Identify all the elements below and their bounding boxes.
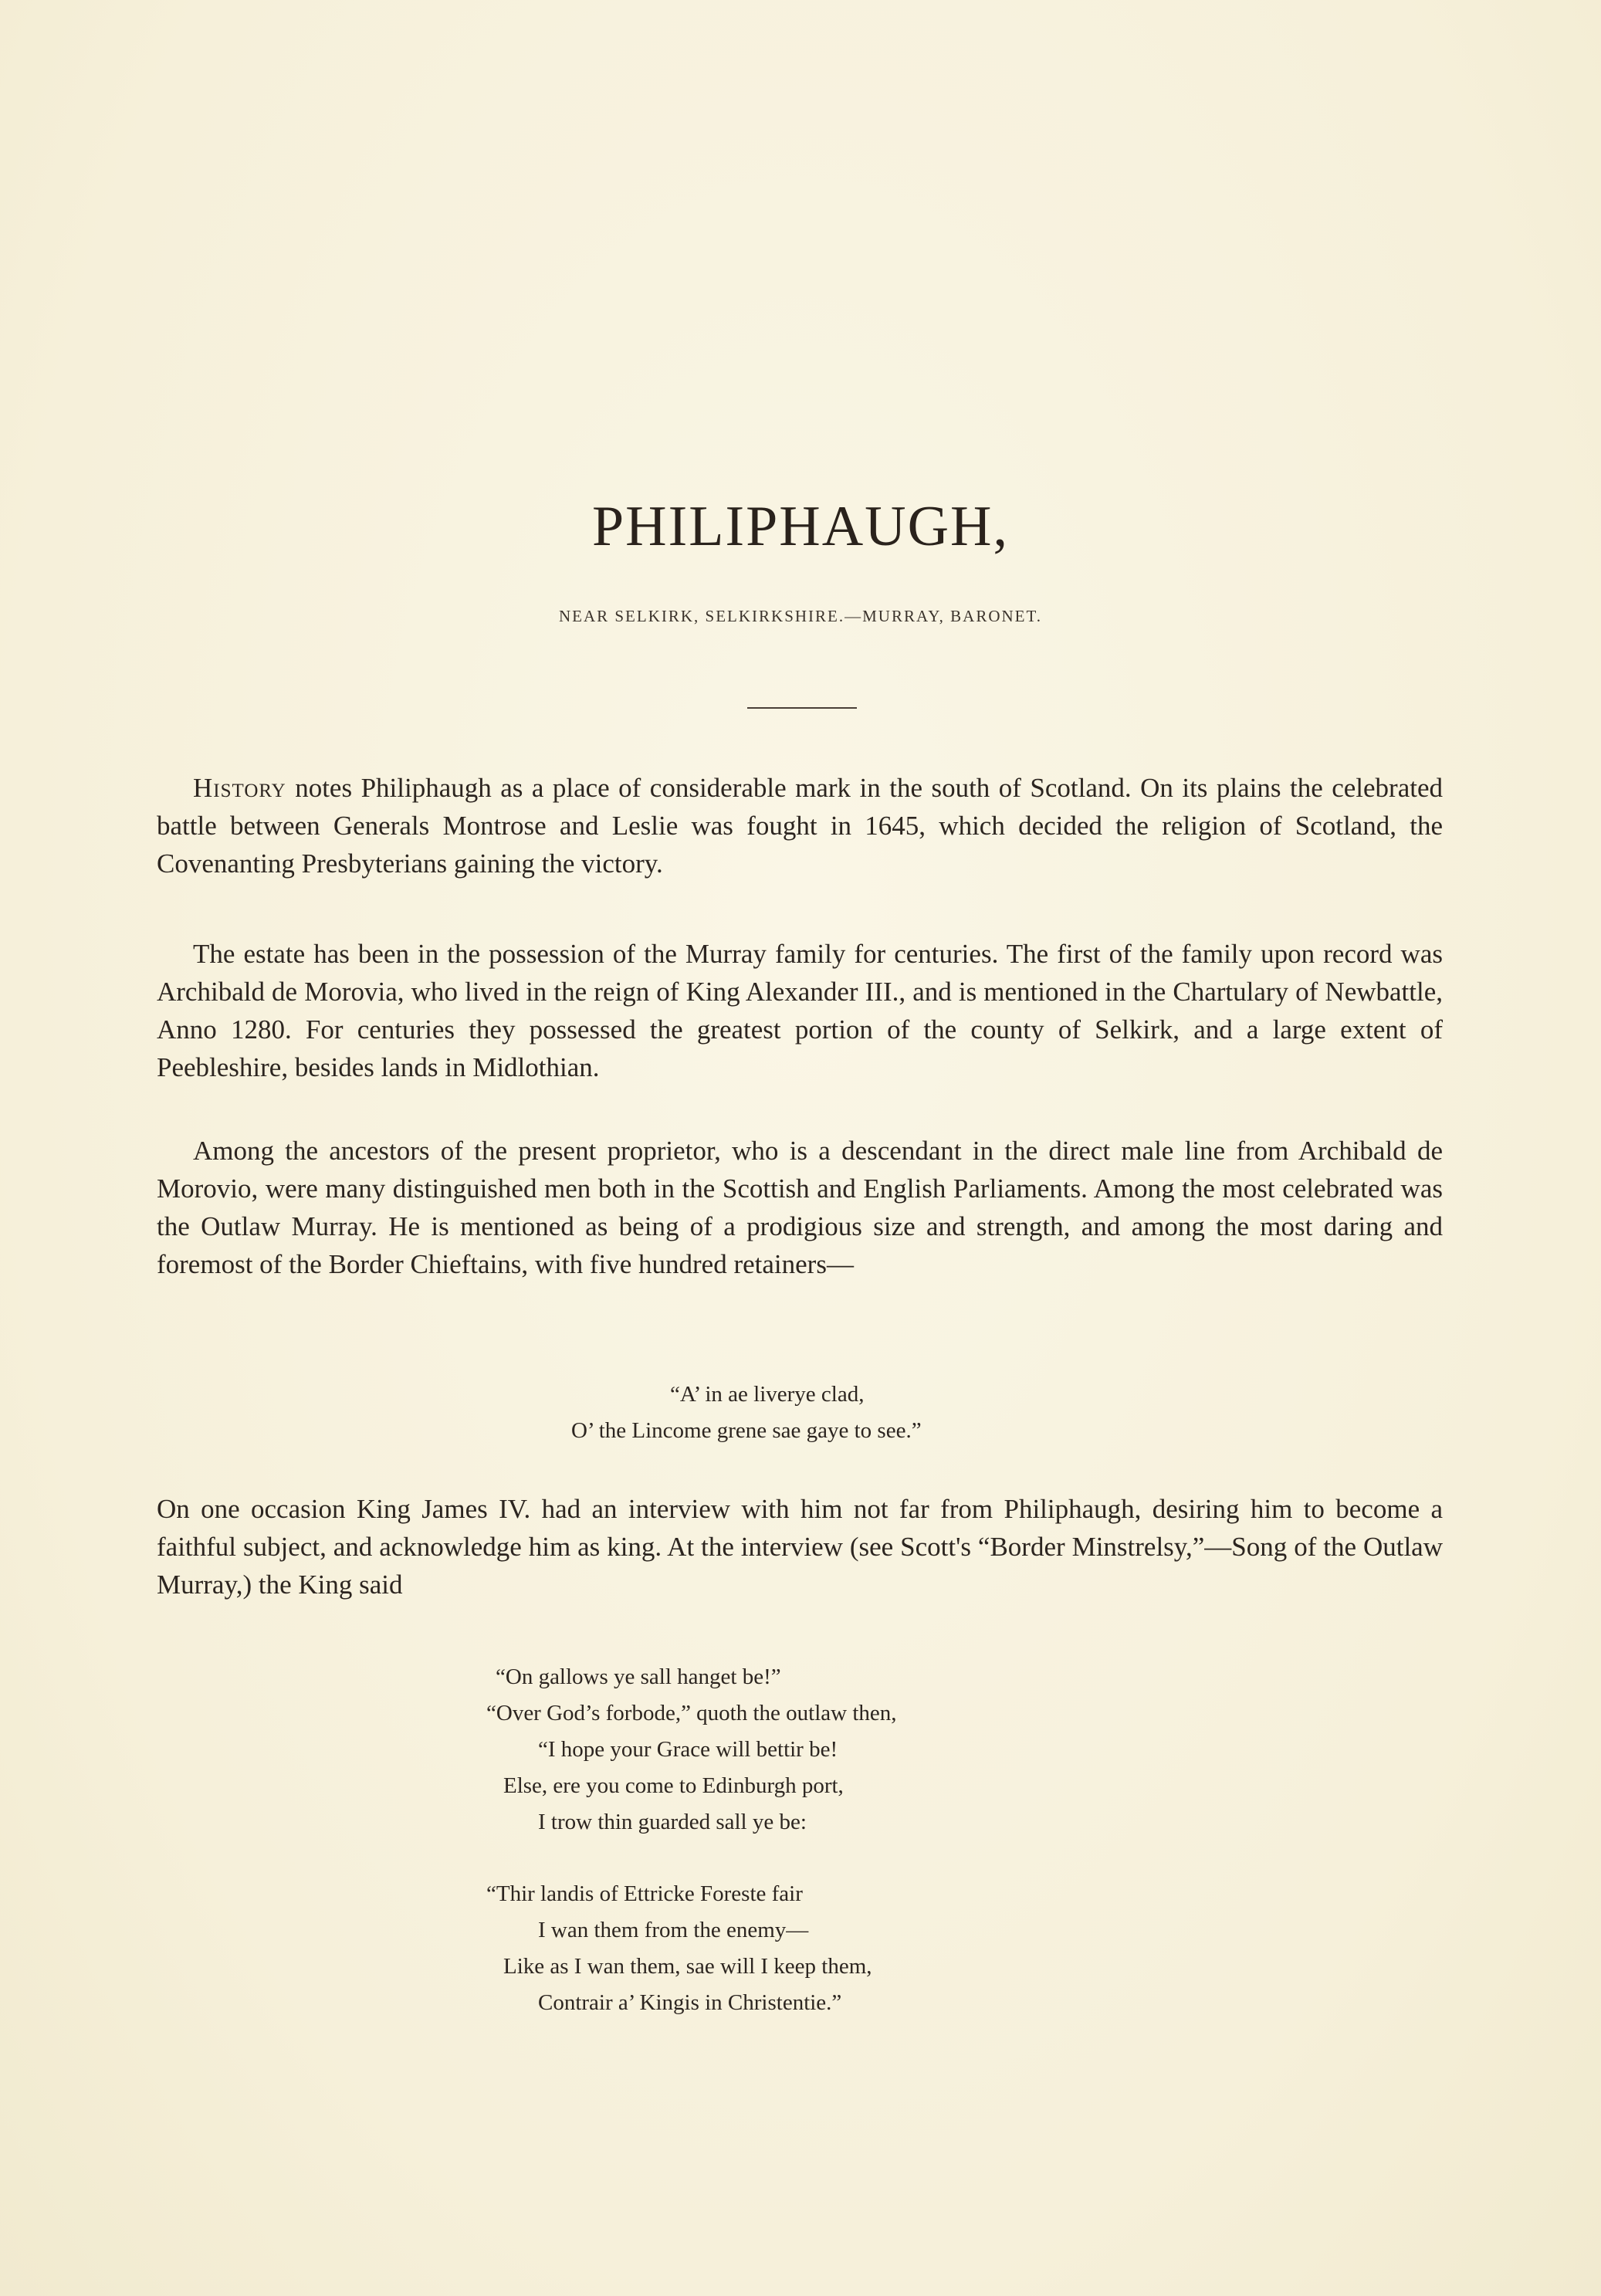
- verse-line: Else, ere you come to Edinburgh port,: [503, 1773, 844, 1798]
- verse-line: I wan them from the enemy—: [538, 1918, 809, 1942]
- verse-line: Like as I wan them, sae will I keep them,: [503, 1954, 872, 1979]
- page-subtitle: NEAR SELKIRK, SELKIRKSHIRE.—MURRAY, BARONET.: [558, 607, 1043, 625]
- verse-line: “I hope your Grace will bettir be!: [538, 1737, 838, 1762]
- verse-line: “On gallows ye sall hanget be!”: [496, 1664, 781, 1689]
- verse-gallows: [486, 1659, 897, 1841]
- verse-lincome-grene: [571, 1377, 922, 1449]
- title-divider: [747, 707, 857, 709]
- verse-line: O’ the Lincome grene sae gaye to see.”: [571, 1418, 922, 1443]
- paragraph-history: [157, 769, 1443, 882]
- verse-ettricke-foreste: [486, 1876, 872, 2021]
- paragraph-ancestors: Among the ancestors of the present proprietor, who is a descendant in the direct male line from Archibald de Morovio, were many distinguished men both in the Scottish and English Parliaments. Among the most celebrated was the Outlaw Murray. He is mentioned as being of a prodigious size and strength, and among the most daring and foremost of the Border Chieftains, with five hundred retainers—: [157, 1136, 1443, 1279]
- verse-line: Contrair a’ Kingis in Christentie.”: [538, 1990, 842, 2015]
- paragraph-estate: The estate has been in the possession of the Murray family for centuries. The first of the family upon record was Archibald de Morovia, who lived in the reign of King Alexander III., and is mentioned in the Chartulary of Newbattle, Anno 1280. For centuries they possessed the greatest portion of the county of Selkirk, and a large extent of Peebleshire, besides lands in Midlothian.: [157, 939, 1443, 1082]
- verse-line: “Over God’s forbode,” quoth the outlaw then,: [486, 1701, 897, 1725]
- paragraph-lead-word: History: [193, 773, 286, 803]
- paragraph-history-text: notes Philiphaugh as a place of considerable mark in the south of Scotland. On its plains the celebrated battle between Generals Montrose and Leslie was fought in 1645, which decided the religion of Scotland, the Covenanting Presbyterians gaining the victory.: [157, 773, 1443, 879]
- verse-line: “Thir landis of Ettricke Foreste fair: [486, 1881, 803, 1906]
- page-title: PHILIPHAUGH,: [592, 495, 1009, 558]
- paragraph-king-james: On one occasion King James IV. had an interview with him not far from Philiphaugh, desiring him to become a faithful subject, and acknowledge him as king. At the interview (see Scott's “Border Minstrelsy,”—Song of the Outlaw Murray,) the King said: [157, 1494, 1443, 1600]
- verse-line: I trow thin guarded sall ye be:: [538, 1810, 807, 1834]
- verse-line: “A’ in ae liverye clad,: [670, 1382, 865, 1407]
